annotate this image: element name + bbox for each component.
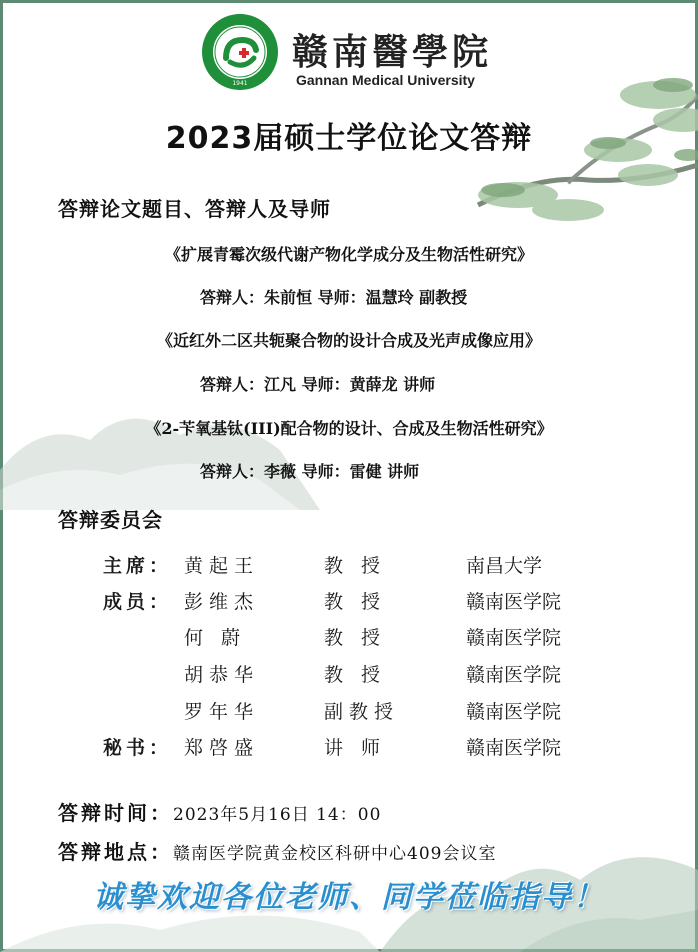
thesis-title: 《扩展青霉次级代谢产物化学成分及生物活性研究》 (164, 245, 533, 264)
committee-role: 成员： (103, 591, 173, 613)
theses-section-heading: 答辩论文题目、答辩人及导师 (58, 197, 331, 221)
committee-heading: 答辩委员会 (58, 508, 163, 532)
committee-name: 何 蔚 (184, 627, 247, 649)
defense-place (58, 836, 496, 865)
committee-title: 教 授 (324, 555, 387, 577)
committee-name: 胡恭华 (184, 664, 260, 686)
committee-row (0, 733, 698, 763)
thesis-people: 答辩人：李薇 导师：雷健 讲师 (200, 462, 420, 481)
committee-org: 赣南医学院 (466, 591, 562, 613)
committee-title: 教 授 (324, 591, 387, 613)
committee-org: 赣南医学院 (466, 664, 562, 686)
welcome-banner: 诚挚欢迎各位老师、同学莅临指导！ (93, 880, 605, 915)
university-seal-icon (200, 12, 280, 92)
mountain-mist-decoration (0, 380, 698, 510)
defense-time-label: 答辩时间： (58, 801, 173, 825)
university-name-cn: 赣南醫學院 (292, 31, 493, 73)
committee-role: 主席： (103, 555, 173, 577)
committee-org: 赣南医学院 (466, 627, 562, 649)
university-name-en: Gannan Medical University (296, 72, 475, 88)
defense-time-value: 2023年5月16日 14：00 (173, 805, 382, 825)
svg-text:1941: 1941 (232, 80, 248, 87)
thesis-title: 《2-苄氧基钛(III)配合物的设计、合成及生物活性研究》 (145, 419, 553, 438)
thesis-title: 《近红外二区共轭聚合物的设计合成及光声成像应用》 (156, 331, 541, 350)
committee-name: 罗年华 (184, 701, 260, 723)
committee-title: 教 授 (324, 664, 387, 686)
university-logo-header (200, 12, 510, 92)
committee-org: 赣南医学院 (466, 737, 562, 759)
committee-org: 南昌大学 (466, 555, 543, 577)
committee-org: 赣南医学院 (466, 701, 562, 723)
defense-place-value: 赣南医学院黄金校区科研中心409会议室 (173, 844, 497, 864)
committee-row (0, 660, 698, 690)
committee-title: 讲 师 (324, 737, 387, 759)
defense-place-label: 答辩地点： (58, 840, 173, 864)
committee-name: 郑啓盛 (184, 737, 260, 759)
committee-name: 彭维杰 (184, 591, 260, 613)
defense-time (58, 797, 381, 826)
committee-row (0, 551, 698, 581)
committee-title: 副教授 (324, 701, 400, 723)
committee-row (0, 697, 698, 727)
committee-name: 黄起王 (184, 555, 260, 577)
committee-title: 教 授 (324, 627, 387, 649)
committee-row (0, 623, 698, 653)
thesis-people: 答辩人：江凡 导师：黄薛龙 讲师 (200, 375, 436, 394)
page-title: 2023届硕士学位论文答辩 (165, 121, 533, 156)
committee-row (0, 587, 698, 617)
committee-role: 秘书： (103, 737, 173, 759)
thesis-people: 答辩人：朱前恒 导师：温慧玲 副教授 (200, 288, 468, 307)
